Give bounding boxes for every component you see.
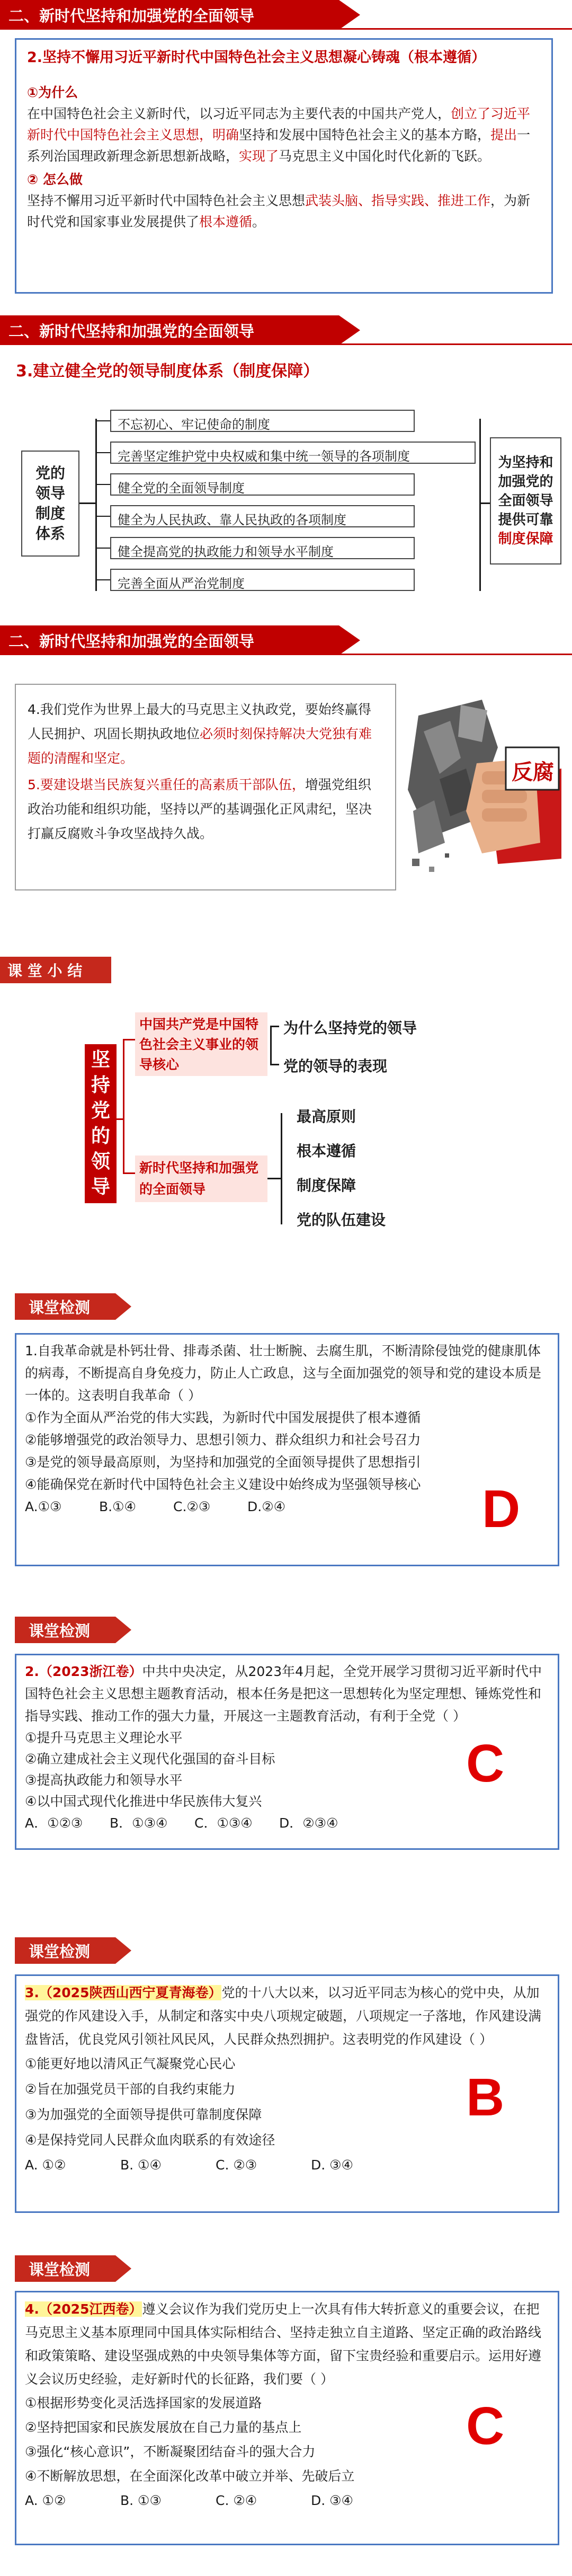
- connector: [272, 1064, 279, 1065]
- system-label: 党的领导制度体系: [21, 451, 79, 557]
- option: ③为加强党的全面领导提供可靠制度保障: [25, 2107, 262, 2122]
- connector: [124, 1172, 135, 1174]
- system-item: 健全提高党的执政能力和领导水平制度: [110, 537, 415, 559]
- quiz-tag: 课堂检测: [15, 1617, 115, 1643]
- connector: [117, 1118, 123, 1120]
- how-paragraph: 坚持不懈用习近平新时代中国特色社会主义思想武装头脑、指导实践、推进工作，为新时代党和国家事业发展提供了根本遵循。: [27, 193, 531, 230]
- answer-mark: C: [466, 1734, 505, 1793]
- anti-corruption-label: 反腐: [512, 760, 554, 784]
- choices-row: A.①③ B.①④ C.②③ D.②④: [25, 1499, 286, 1514]
- answer-mark: B: [466, 2068, 505, 2127]
- option: ①作为全面从严治党的伟大实践，为新时代中国发展提供了根本遵循: [25, 1410, 421, 1425]
- bracket: [270, 1026, 272, 1065]
- divider: [0, 343, 572, 345]
- option: ④不断解放思想，在全面深化改革中破立并举、先破后立: [25, 2468, 355, 2484]
- summary-leaf: 根本遵循: [297, 1142, 356, 1160]
- point-5: 5.要建设堪当民族复兴重任的高素质干部队伍，增强党组织政治功能和组织功能，坚持以严的基调强化正风肃纪，坚决打赢反腐败斗争攻坚战持久战。: [28, 777, 372, 841]
- anti-corruption-image: [408, 684, 561, 890]
- summary-branch-2: 新时代坚持和加强党的全面领导: [135, 1155, 267, 1202]
- connector: [272, 1026, 279, 1027]
- section-header: 二、新时代坚持和加强党的全面领导: [0, 625, 339, 655]
- bracket: [479, 419, 481, 591]
- subsection-title: 2.坚持不懈用习近平新时代中国特色社会主义思想凝心铸魂（根本遵循）: [27, 49, 486, 66]
- option: ②旨在加强党员干部的自我约束能力: [25, 2081, 236, 2097]
- connector: [97, 516, 110, 517]
- how-label: ② 怎么做: [27, 172, 83, 187]
- connector: [97, 452, 110, 453]
- option: ①能更好地以清风正气凝聚党心民心: [25, 2056, 236, 2071]
- question-stem: 3.（2025陕西山西宁夏青海卷）党的十八大以来，以习近平同志为核心的党中央，从加强党的作风建设入手，从制定和落实中央八项规定破题，八项规定一子落地，作风建设满盘皆活，优良党风引领社风民风，人民群众热烈拥护。这表明党的作风建设（ ）: [25, 1985, 542, 2047]
- content-card: [15, 38, 553, 294]
- answer-mark: C: [466, 2396, 505, 2456]
- option: ③强化“核心意识”，不断凝聚团结奋斗的强大合力: [25, 2444, 316, 2459]
- summary-branch-1: 中国共产党是中国特色社会主义事业的领导核心: [135, 1012, 267, 1076]
- fist-breaking-icon: [408, 684, 561, 890]
- connector: [479, 502, 491, 504]
- option: ④以中国式现代化推进中华民族伟大复兴: [25, 1794, 262, 1809]
- answer-mark: D: [482, 1479, 521, 1539]
- point-4: 4.我们党作为世界上最大的马克思主义执政党，要始终赢得人民拥护、巩固长期执政地位必须时刻保持解决大党独有难题的清醒和坚定。: [28, 702, 372, 766]
- system-item: 健全党的全面领导制度: [110, 473, 415, 496]
- connector: [97, 579, 110, 580]
- summary-leaf: 党的领导的表现: [283, 1057, 388, 1075]
- option: ③是党的领导最高原则，为坚持和加强党的全面领导提供了思想指引: [25, 1454, 421, 1470]
- section-header: 二、新时代坚持和加强党的全面领导: [0, 0, 339, 30]
- bracket: [95, 419, 97, 591]
- section-header: 二、新时代坚持和加强党的全面领导: [0, 315, 339, 345]
- guarantee-box: 为坚持和加强党的全面领导提供可靠制度保障: [490, 437, 561, 564]
- quiz-tag: 课堂检测: [15, 1293, 115, 1320]
- option: ④是保持党同人民群众血肉联系的有效途径: [25, 2132, 275, 2148]
- question-stem: 2.（2023浙江卷）中共中央决定，从2023年4月起，全党开展学习贯彻习近平新时代中国特色社会主义思想主题教育活动，根本任务是把这一思想转化为坚定理想、锤炼党性和指导实践、推动工作的强大力量，开展这一主题教育活动，有利于全党（ ）: [25, 1664, 542, 1724]
- system-item: 完善全面从严治党制度: [110, 569, 415, 591]
- why-label: ①为什么: [27, 85, 78, 100]
- question-stem: 4.（2025江西卷）遵义会议作为我们党历史上一次具有伟大转折意义的重要会议，在把马克思主义基本原理同中国具体实际相结合、坚持走独立自主道路、坚定正确的政治路线和政策策略、建设坚强成熟的中央领导集体等方面，留下宝贵经验和重要启示。运用好遵义会议历史经验，走好新时代的长征路，我们要（ ）: [25, 2301, 542, 2387]
- option: ①提升马克思主义理论水平: [25, 1730, 183, 1745]
- divider: [0, 28, 572, 30]
- system-item: 健全为人民执政、靠人民执政的各项制度: [110, 505, 415, 527]
- subsection-title: 3.建立健全党的领导制度体系（制度保障）: [16, 362, 319, 381]
- choices-row: A. ①② B. ①④ C. ②③ D. ③④: [25, 2157, 353, 2173]
- summary-title: 课 堂 小 结: [0, 957, 111, 983]
- connector: [97, 420, 110, 421]
- question-card: [15, 1333, 559, 1566]
- question-stem: 1.自我革命就是朴钙壮骨、排毒杀菌、壮士断腕、去腐生肌，不断清除侵蚀党的健康肌体的病毒，不断提高自身免疫力，防止人亡政息，这与全面加强党的领导和党的建设本质是一体的。这表明自我革命（ ）: [25, 1343, 542, 1403]
- system-item: 不忘初心、牢记使命的制度: [110, 410, 415, 432]
- option: ④能确保党在新时代中国特色社会主义建设中始终成为坚强领导核心: [25, 1477, 421, 1492]
- why-paragraph: 在中国特色社会主义新时代，以习近平同志为主要代表的中国共产党人，创立了习近平新时代中国特色社会主义思想，明确坚持和发展中国特色社会主义的基本方略，提出一系列治国理政新理念新思想新战略，实现了马克思主义中国化时代化新的飞跃。: [27, 106, 531, 164]
- quiz-tag: 课堂检测: [15, 2255, 115, 2282]
- content-card: [15, 684, 396, 890]
- option: ②坚持把国家和民族发展放在自己力量的基点上: [25, 2420, 302, 2435]
- connector: [267, 1178, 281, 1179]
- system-item: 完善坚定维护党中央权威和集中统一领导的各项制度: [110, 442, 476, 464]
- summary-leaf: 党的队伍建设: [297, 1211, 386, 1229]
- connector: [124, 1039, 135, 1040]
- bracket: [123, 1039, 124, 1174]
- choices-row: A. ①② B. ①③ C. ②④ D. ③④: [25, 2493, 353, 2508]
- divider: [0, 654, 572, 655]
- option: ③提高执政能力和领导水平: [25, 1772, 183, 1788]
- connector: [79, 502, 96, 504]
- connector: [97, 484, 110, 485]
- summary-root: 坚持党的领导: [85, 1044, 117, 1203]
- summary-leaf: 制度保障: [297, 1177, 356, 1194]
- summary-leaf: 为什么坚持党的领导: [283, 1019, 417, 1037]
- choices-row: A．①②③ B．①③④ C．①③④ D．②③④: [25, 1815, 338, 1831]
- option: ①根据形势变化灵活选择国家的发展道路: [25, 2395, 262, 2411]
- connector: [97, 548, 110, 549]
- option: ②确立建成社会主义现代化强国的奋斗目标: [25, 1751, 275, 1767]
- option: ②能够增强党的政治领导力、思想引领力、群众组织力和社会号召力: [25, 1432, 421, 1448]
- summary-leaf: 最高原则: [297, 1108, 356, 1125]
- bracket: [281, 1113, 282, 1224]
- quiz-tag: 课堂检测: [15, 1937, 115, 1964]
